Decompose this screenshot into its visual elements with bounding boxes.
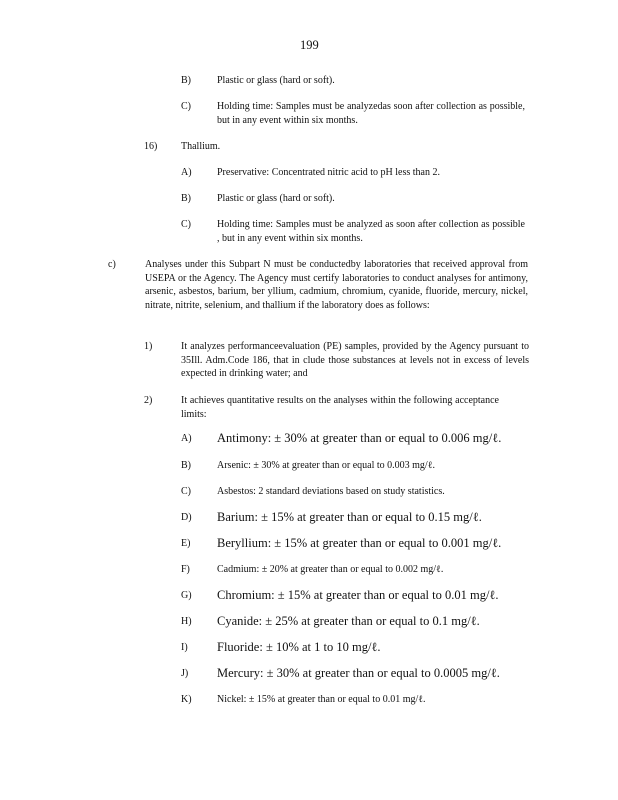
list-label: C) xyxy=(181,219,191,230)
limit-label: E) xyxy=(181,538,191,549)
limit-text: Mercury: ± 30% at greater than or equal to 0.0005 mg/ℓ. xyxy=(217,666,500,680)
list-label: B) xyxy=(181,75,191,86)
limit-label: A) xyxy=(181,433,192,444)
limit-text: Chromium: ± 15% at greater than or equal to 0.01 mg/ℓ. xyxy=(217,588,499,602)
list-item-text: It analyzes performanceevaluation (PE) samples, provided by the Agency pursuant to 35Ill. Adm.Code 186, that in clude those substances at levels not in excess of levels expected in drinking water; and xyxy=(181,341,529,379)
limit-label: C) xyxy=(181,486,191,497)
list-label: 2) xyxy=(144,395,153,406)
limit-label: I) xyxy=(181,642,188,653)
list-item-text: Plastic or glass (hard or soft). xyxy=(217,193,335,204)
list-label: 16) xyxy=(144,141,158,152)
item-heading: Thallium. xyxy=(181,141,221,152)
section-paragraph: Analyses under this Subpart N must be conductedby laboratories that received approval from USEPA or the Agency. The Agency must certify laboratories to conduct analyses for antimony, arsenic, asbestos, barium, ber yllium, cadmium, chromium, cyanide, fluoride, mercury, nickel, nitrate, nitrite, selenium, and thallium if the laboratory does as follows: xyxy=(145,259,528,311)
section-label: c) xyxy=(108,259,116,270)
limit-text: Antimony: ± 30% at greater than or equal to 0.006 mg/ℓ. xyxy=(217,431,502,445)
limit-text: Fluoride: ± 10% at 1 to 10 mg/ℓ. xyxy=(217,640,381,654)
list-label: B) xyxy=(181,193,191,204)
limit-label: K) xyxy=(181,694,192,705)
list-item-text: Plastic or glass (hard or soft). xyxy=(217,75,335,86)
list-item-text: Holding time: Samples must be analyzed as soon after collection as possible , but in any event within six months. xyxy=(217,219,525,244)
limit-label: H) xyxy=(181,616,192,627)
list-item-text: Holding time: Samples must be analyzedas soon after collection as possible, but in any event within six months. xyxy=(217,101,525,126)
limit-text: Barium: ± 15% at greater than or equal to 0.15 mg/ℓ. xyxy=(217,510,482,524)
limit-label: G) xyxy=(181,590,192,601)
limit-text: Arsenic: ± 30% at greater than or equal to 0.003 mg/ℓ. xyxy=(217,460,435,471)
page-number: 199 xyxy=(300,38,319,52)
limit-text: Beryllium: ± 15% at greater than or equal to 0.001 mg/ℓ. xyxy=(217,536,502,550)
limit-label: D) xyxy=(181,512,192,523)
limit-label: B) xyxy=(181,460,191,471)
limit-label: J) xyxy=(181,668,189,679)
list-label: A) xyxy=(181,167,192,178)
list-label: 1) xyxy=(144,341,153,352)
list-item-text: Preservative: Concentrated nitric acid to pH less than 2. xyxy=(217,167,440,178)
limit-text: Nickel: ± 15% at greater than or equal to 0.01 mg/ℓ. xyxy=(217,694,426,705)
limit-label: F) xyxy=(181,564,190,575)
list-item-text: It achieves quantitative results on the analyses within the following acceptance limits: xyxy=(181,395,499,420)
list-label: C) xyxy=(181,101,191,112)
limit-text: Cadmium: ± 20% at greater than or equal to 0.002 mg/ℓ. xyxy=(217,564,444,575)
limit-text: Cyanide: ± 25% at greater than or equal to 0.1 mg/ℓ. xyxy=(217,614,480,628)
limit-text: Asbestos: 2 standard deviations based on study statistics. xyxy=(217,486,445,497)
